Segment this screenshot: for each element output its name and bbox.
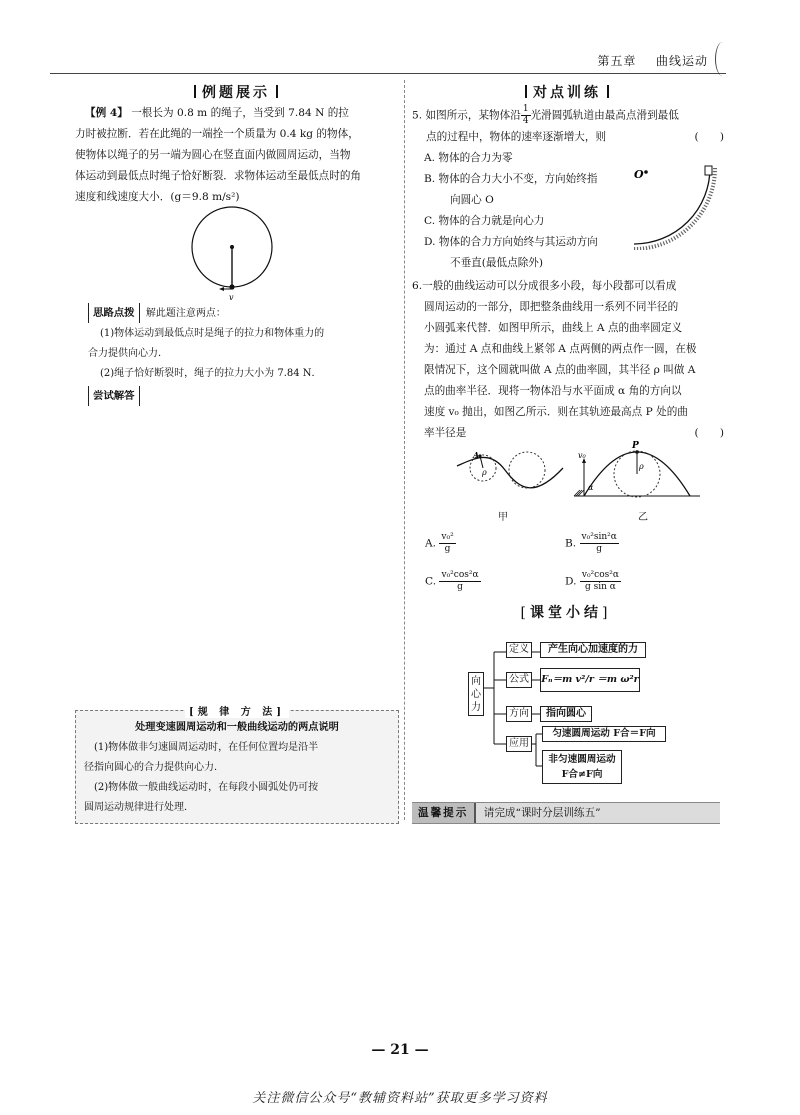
answer-paren-6: ( ) <box>694 427 724 439</box>
reminder-label: 温馨提示 <box>412 803 476 823</box>
option-a[interactable]: A. $\frac{\text{v₀²}}{g}$ <box>425 532 454 554</box>
mindmap-direction-value: 指向圆心 <box>540 706 592 722</box>
velocity-label: v <box>229 293 234 302</box>
svg-text:A: A <box>473 450 480 460</box>
mindmap-root: 向心力 <box>468 672 484 716</box>
header-rule <box>50 73 726 74</box>
projectile-figure-yi <box>572 438 702 500</box>
section-title-practice: 对点训练 <box>412 82 722 102</box>
circle-rope-figure <box>185 205 285 305</box>
svg-text:ρ: ρ <box>482 468 487 477</box>
mindmap-uniform-motion: 匀速圆周运动 F合＝F向 <box>542 726 666 742</box>
example-4: 【例 4】 一根长为 0.8 m 的绳子，当受到 7.84 N 的拉 力时被拉断．若在此绳的一端拴一个质量为 0.4 kg 的物体， 使物体以绳子的另一端为圆心在竖直面内做圆周运动，当物 体运动到最低点时绳子恰好断裂．求物体运动至最低点时的角 速度和线速度大小．(g＝9.8 m/s²) <box>75 107 362 203</box>
option-b[interactable]: B. $\frac{\text{v₀²sin²α}}{g}$ <box>565 532 617 554</box>
answer-paren-5: ( ) <box>694 131 724 143</box>
option-c[interactable]: C. $\frac{\text{v₀²cos²α}}{g}$ <box>425 570 479 592</box>
chapter-number: 第五章 <box>597 54 637 68</box>
header-ornament <box>715 42 730 76</box>
chapter-header <box>597 52 708 69</box>
svg-text:α: α <box>588 483 594 492</box>
quarter-arc-track-figure <box>632 160 727 250</box>
method-box-title: [规 律 方 法] <box>76 703 398 718</box>
quarter-fraction: $\frac{1}{4}$ <box>522 104 529 126</box>
section-title-examples: 例题展示 <box>75 82 397 102</box>
chapter-title: 曲线运动 <box>655 54 708 68</box>
method-box: [规 律 方 法] 处理变速圆周运动和一般曲线运动的两点说明 (1)物体做非匀速圆周运动时，在任何位置均是沿半 径指向圆心的合力提供向心力． (2)物体做一般曲线运动时，在每段小圆弧处仍可按 圆周运动规律进行处理． <box>75 710 399 824</box>
reminder-bar <box>412 802 720 824</box>
summary-title: [课堂小结] <box>520 605 612 621</box>
mindmap-formula-label: 公式 <box>506 672 532 688</box>
reminder-text: 请完成“课时分层训练五” <box>483 807 601 819</box>
option-d[interactable]: D. $\frac{\text{v₀²cos²α}}{\text{g sin α}}$ <box>565 570 619 592</box>
curvature-figure-jia <box>455 448 565 508</box>
svg-text:v₀: v₀ <box>578 451 586 460</box>
question-6: 6.一般的曲线运动可以分成很多小段，每小段都可以看成 圆周运动的一部分，即把整条曲线用一系列不同半径的 小圆弧来代替．如图甲所示，曲线上 A 点的曲率圆定义 为：通过 A 点和曲线上紧邻 A 点两侧的两点作一圆，在极 限情况下，这个圆就叫做 A 点的曲率圆，其半径 ρ 叫做 A 点的曲率半径．现将一物体沿与水平面成 α 角的方向以 速度 v₀ 抛出，如图乙所示．则在其轨迹最高点 P 处的曲 率半径是 ( ) <box>412 276 724 444</box>
mindmap-nonuniform-motion: 非匀速圆周运动 F合≠F向 <box>542 750 622 784</box>
mindmap-definition-label: 定义 <box>506 642 532 658</box>
hint-tag: 思路点拨 <box>88 303 140 323</box>
svg-text:P: P <box>632 441 639 451</box>
footer-note: 关注微信公众号“教辅资料站”获取更多学习资料 <box>252 1091 548 1106</box>
mindmap-direction-label: 方向 <box>506 706 532 722</box>
method-heading: 处理变速圆周运动和一般曲线运动的两点说明 <box>135 722 339 733</box>
page-number: — 21 — <box>371 1042 429 1058</box>
caption-jia: 甲 <box>498 512 508 523</box>
center-o-label: O <box>634 168 644 181</box>
try-answer-tag: 尝试解答 <box>88 386 140 406</box>
example-label: 【例 4】 <box>85 107 128 119</box>
caption-yi: 乙 <box>638 512 648 523</box>
question-5: 5. 如图所示，某物体沿 $\frac{1}{4}$ 光滑圆弧轨道由最高点滑到最低 点的过程中，物体的速率逐渐增大，则 ( ) A. 物体的合力为零 B. 物体的合力大小不变，方向始终指 向圆心 O C. 物体的合力就是向心力 D. 物体的合力方向始终与其运动方向 不垂直(最低点除外) <box>412 104 724 269</box>
mindmap-formula-value: Fₙ＝m v²/r ＝m ω²r <box>540 668 640 692</box>
mindmap-definition-value: 产生向心加速度的力 <box>540 642 646 658</box>
svg-text:ρ: ρ <box>639 462 644 471</box>
mindmap-application-label: 应用 <box>506 736 532 752</box>
thinking-hint: 思路点拨 解此题注意两点： (1)物体运动到最低点时是绳子的拉力和物体重力的 合力提供向心力． (2)绳子恰好断裂时，绳子的拉力大小为 7.84 N． 尝试解答 <box>88 303 403 407</box>
